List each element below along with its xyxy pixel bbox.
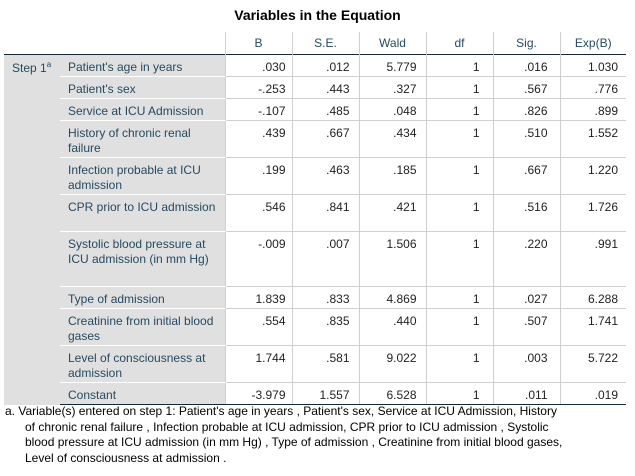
table-cell: -.009 xyxy=(225,232,292,287)
table-cell: .554 xyxy=(225,309,292,346)
table-cell: .841 xyxy=(292,195,359,232)
table-cell: 1.726 xyxy=(560,195,626,232)
table-cell: 1 xyxy=(426,195,493,232)
table-cell: 1.557 xyxy=(292,383,359,405)
table-cell: 1 xyxy=(426,346,493,383)
footnote-line: a. Variable(s) entered on step 1: Patient's age in years , Patient's sex, Service at ICU Admission, History xyxy=(5,404,557,418)
table-cell: .439 xyxy=(225,121,292,158)
table-cell: .833 xyxy=(292,287,359,309)
table-cell: .507 xyxy=(493,309,560,346)
footnote-marker: a xyxy=(46,60,52,69)
table-row xyxy=(4,309,626,346)
table-cell: 6.528 xyxy=(359,383,426,405)
table-cell: 1.839 xyxy=(225,287,292,309)
row-label: History of chronic renal failure xyxy=(60,121,225,158)
table-cell: 1.030 xyxy=(560,55,626,77)
table-cell: 1 xyxy=(426,121,493,158)
table-title: Variables in the Equation xyxy=(234,7,401,23)
col-header-wald: Wald xyxy=(359,32,426,55)
table-cell: .003 xyxy=(493,346,560,383)
table-cell: 1 xyxy=(426,99,493,121)
table-cell: 5.722 xyxy=(560,346,626,383)
table-cell: .826 xyxy=(493,99,560,121)
table-cell: .567 xyxy=(493,77,560,99)
footnote xyxy=(5,404,620,466)
col-header-sig: Sig. xyxy=(493,32,560,55)
table-cell: .516 xyxy=(493,195,560,232)
row-label: Creatinine from initial blood gases xyxy=(60,309,225,346)
table-cell: .030 xyxy=(225,55,292,77)
row-label: Patient's age in years xyxy=(60,55,225,77)
table-cell: .048 xyxy=(359,99,426,121)
table-cell: 1.220 xyxy=(560,158,626,195)
table-cell: .899 xyxy=(560,99,626,121)
table-cell: .485 xyxy=(292,99,359,121)
table-cell: 6.288 xyxy=(560,287,626,309)
table-cell: .667 xyxy=(493,158,560,195)
table-cell: .327 xyxy=(359,77,426,99)
table-cell: 1.741 xyxy=(560,309,626,346)
table-row xyxy=(4,158,626,195)
step-label xyxy=(4,55,60,405)
table-row xyxy=(4,99,626,121)
table-cell: -.253 xyxy=(225,77,292,99)
table-cell: -.107 xyxy=(225,99,292,121)
table-cell: .581 xyxy=(292,346,359,383)
table-cell: .012 xyxy=(292,55,359,77)
table-row xyxy=(4,121,626,158)
table-cell: 1.506 xyxy=(359,232,426,287)
col-header-b: B xyxy=(225,32,292,55)
table-cell: 1 xyxy=(426,77,493,99)
table-cell: .443 xyxy=(292,77,359,99)
table-cell: .011 xyxy=(493,383,560,405)
row-label: CPR prior to ICU admission xyxy=(60,195,225,232)
table-row xyxy=(4,77,626,99)
variables-table xyxy=(4,32,626,405)
footnote-line: Level of consciousness at admission . xyxy=(25,450,227,465)
table-row xyxy=(4,346,626,383)
table-cell: .434 xyxy=(359,121,426,158)
row-label: Service at ICU Admission xyxy=(60,99,225,121)
row-label: Patient's sex xyxy=(60,77,225,99)
table-cell: 9.022 xyxy=(359,346,426,383)
table-cell: .199 xyxy=(225,158,292,195)
table-cell: .463 xyxy=(292,158,359,195)
table-row xyxy=(4,55,626,77)
header-blank xyxy=(4,32,60,55)
table-cell: .510 xyxy=(493,121,560,158)
table-row xyxy=(4,383,626,405)
table-cell: 1 xyxy=(426,55,493,77)
footnote-line: of chronic renal failure , Infection probable at ICU admission, CPR prior to ICU admission , Systolic xyxy=(25,419,549,434)
table-row xyxy=(4,232,626,287)
table-cell: .027 xyxy=(493,287,560,309)
table-cell: .991 xyxy=(560,232,626,287)
header-row xyxy=(4,32,626,55)
table-cell: .019 xyxy=(560,383,626,405)
table-cell: .546 xyxy=(225,195,292,232)
table-cell: 1 xyxy=(426,232,493,287)
table-cell: 1 xyxy=(426,158,493,195)
row-label: Level of consciousness at admission xyxy=(60,346,225,383)
table-row xyxy=(4,195,626,232)
step-label-text: Step 1 xyxy=(12,61,47,75)
header-blank-2 xyxy=(60,32,225,55)
table-cell: .007 xyxy=(292,232,359,287)
table-cell: .776 xyxy=(560,77,626,99)
col-header-expb: Exp(B) xyxy=(560,32,626,55)
table-cell: 5.779 xyxy=(359,55,426,77)
footnote-line: blood pressure at ICU admission (in mm Hg) , Type of admission , Creatinine from initial blood gases, xyxy=(25,435,563,449)
row-label: Infection probable at ICU admission xyxy=(60,158,225,195)
table-cell: 4.869 xyxy=(359,287,426,309)
row-label: Type of admission xyxy=(60,287,225,309)
table-cell: 1 xyxy=(426,287,493,309)
table-cell: 1.552 xyxy=(560,121,626,158)
table-cell: .421 xyxy=(359,195,426,232)
col-header-se: S.E. xyxy=(292,32,359,55)
col-header-df: df xyxy=(426,32,493,55)
table-cell: 1 xyxy=(426,383,493,405)
table-cell: .667 xyxy=(292,121,359,158)
table-cell: .440 xyxy=(359,309,426,346)
row-label: Systolic blood pressure at ICU admission (in mm Hg) xyxy=(60,232,225,287)
table-cell: .835 xyxy=(292,309,359,346)
table-row xyxy=(4,287,626,309)
table-cell: 1 xyxy=(426,309,493,346)
table-cell: .220 xyxy=(493,232,560,287)
table-cell: -3.979 xyxy=(225,383,292,405)
table-cell: .185 xyxy=(359,158,426,195)
row-label: Constant xyxy=(60,383,225,405)
table-cell: .016 xyxy=(493,55,560,77)
table-cell: 1.744 xyxy=(225,346,292,383)
